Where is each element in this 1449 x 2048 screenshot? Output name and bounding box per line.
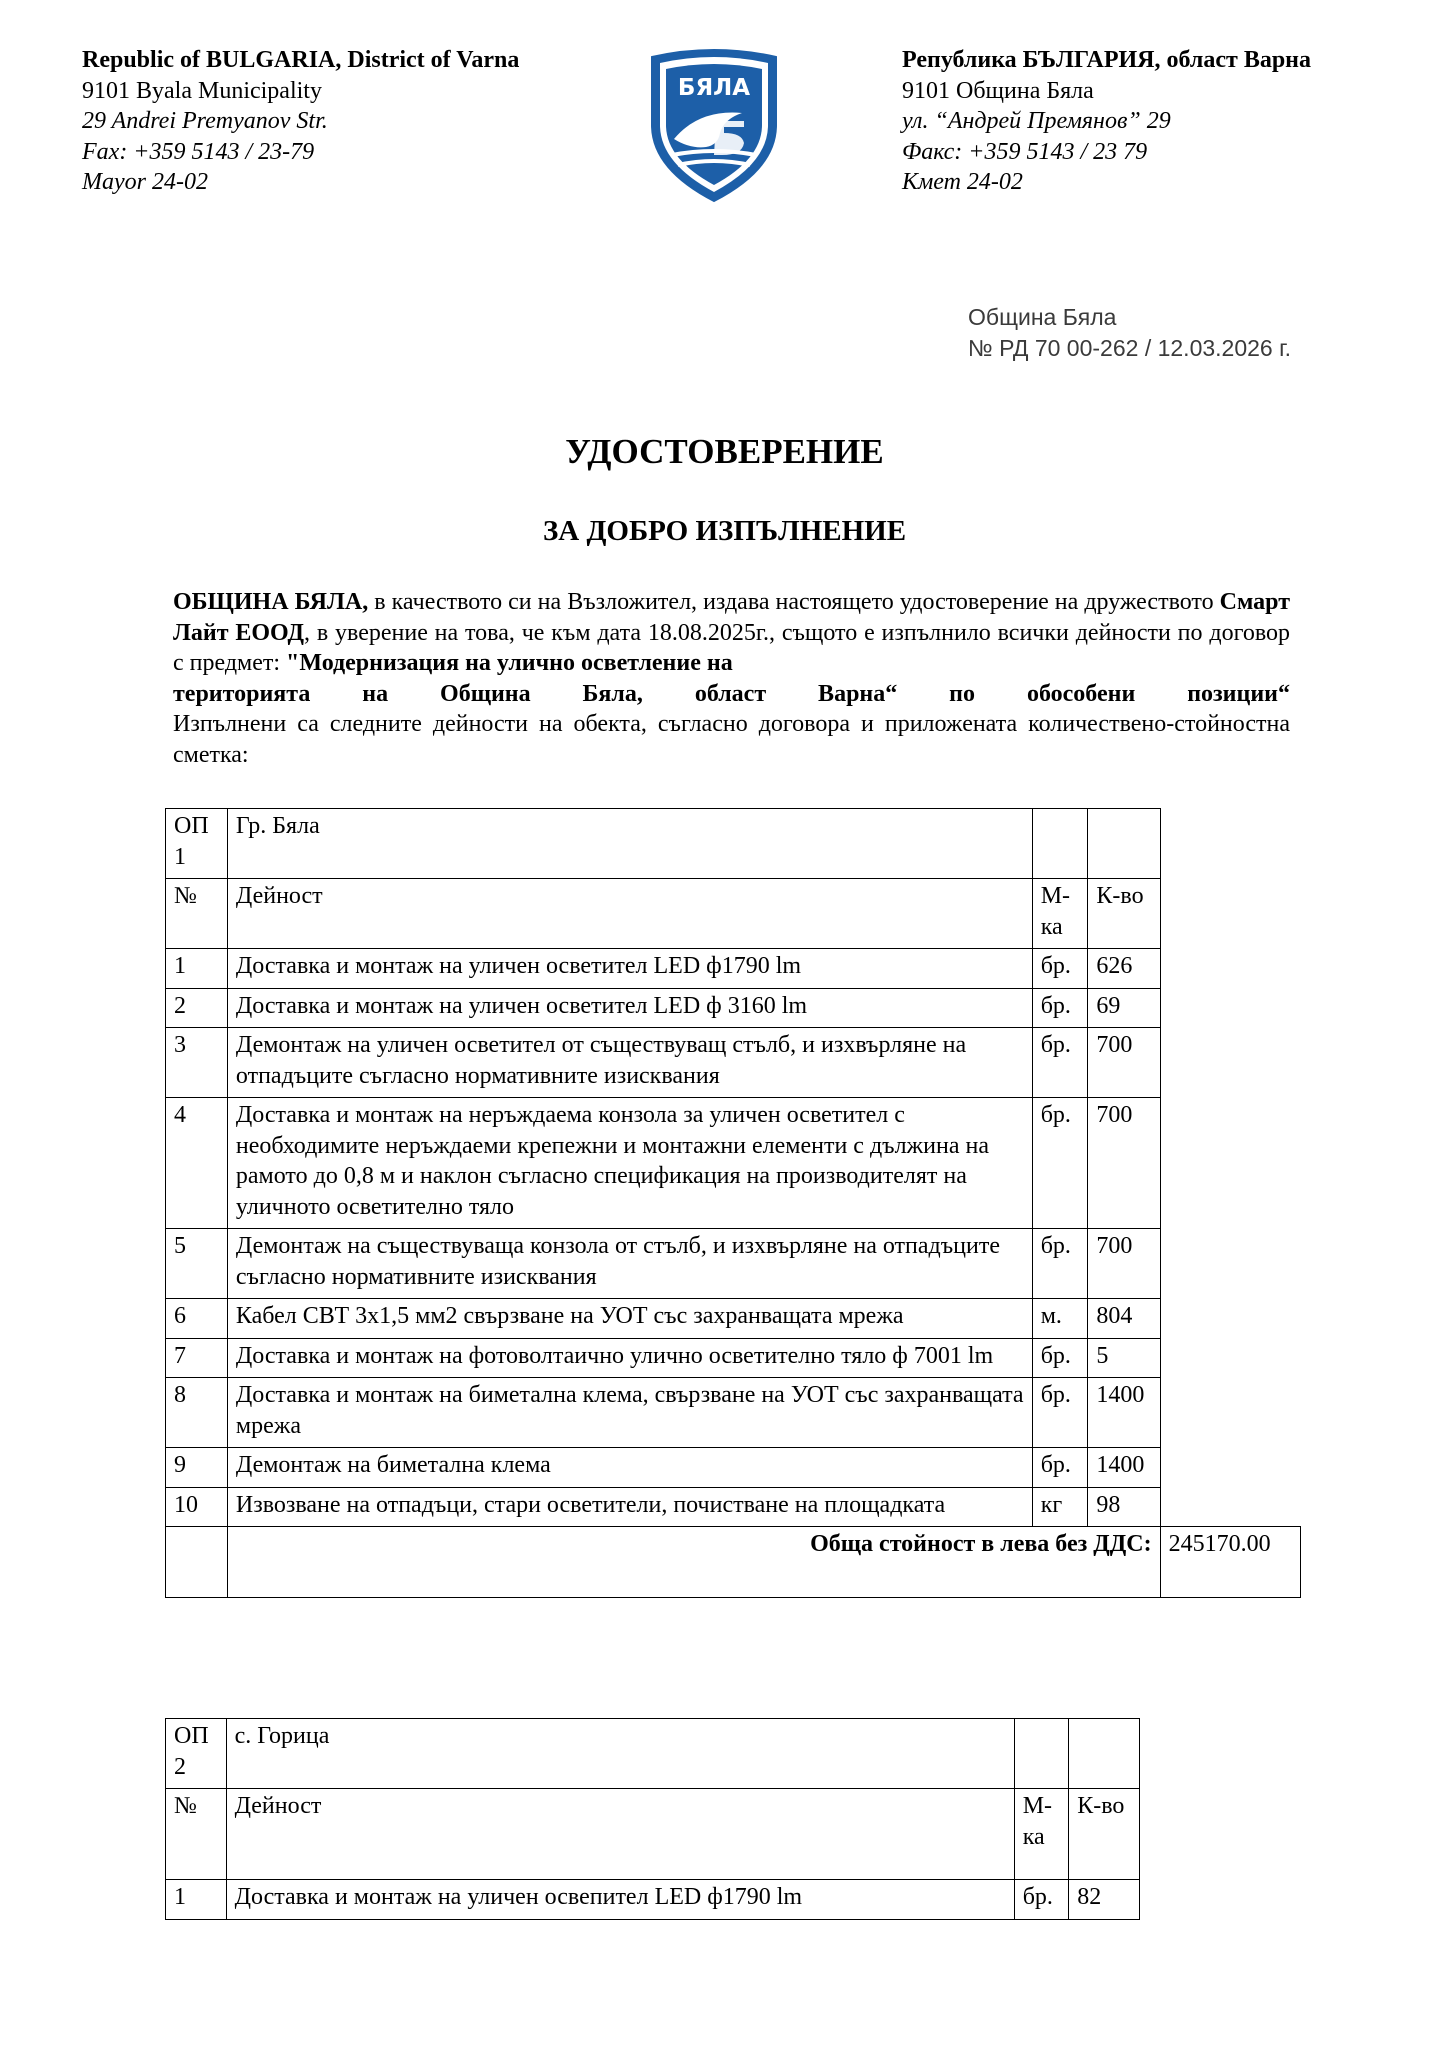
contract-subject-line1: "Модернизация на улично осветление на bbox=[286, 650, 733, 676]
table-row bbox=[166, 1880, 1140, 1920]
row-activity: Извозване на отпадъци, стари осветители, почистване на площадката bbox=[227, 1487, 1032, 1527]
fax-en: Fax: +359 5143 / 23-79 bbox=[82, 138, 315, 165]
row-unit: бр. bbox=[1032, 1098, 1088, 1229]
row-unit: бр. bbox=[1032, 1448, 1088, 1488]
total-row bbox=[166, 1527, 1301, 1598]
activities-table-lot-1 bbox=[165, 808, 1301, 1598]
table-row bbox=[166, 1448, 1301, 1488]
letterhead bbox=[82, 45, 1372, 215]
row-unit: бр. bbox=[1014, 1880, 1069, 1920]
header-no: № bbox=[166, 1789, 227, 1880]
municipality-en: 9101 Byala Municipality bbox=[82, 77, 322, 104]
intro-text-1: в качеството си на Възложител, издава настоящето удостоверение на дружеството bbox=[368, 589, 1220, 615]
address-bg: ул. “Андрей Премянов” 29 bbox=[902, 108, 1171, 134]
row-qty: 5 bbox=[1088, 1338, 1160, 1378]
letterhead-english bbox=[82, 45, 519, 198]
row-activity: Доставка и монтаж на неръждаема конзола за уличен осветител с необходимите неръждаеми крепежни и монтажни елементи с дължина на рамото до 0,8 м и наклон съгласно спецификация на производителят на уличното осветително тяло bbox=[227, 1098, 1032, 1229]
header-unit: М-ка bbox=[1032, 879, 1088, 949]
registration-number: № РД 70 00-262 / 12.03.2026 г. bbox=[968, 335, 1292, 361]
logo-text: БЯЛА bbox=[677, 75, 751, 101]
row-activity: Доставка и монтаж на фотоволтаично улично осветително тяло ф 7001 lm bbox=[227, 1338, 1032, 1378]
byala-coat-of-arms-logo bbox=[644, 47, 784, 205]
document-subtitle: ЗА ДОБРО ИЗПЪЛНЕНИЕ bbox=[542, 515, 907, 547]
row-no: 10 bbox=[166, 1487, 228, 1527]
row-qty: 700 bbox=[1088, 1229, 1160, 1299]
country-district-bg: Република БЪЛГАРИЯ, област Варна bbox=[902, 47, 1312, 73]
row-no: 2 bbox=[166, 988, 228, 1028]
header-activity: Дейност bbox=[226, 1789, 1014, 1880]
lot-location: Гр. Бяла bbox=[227, 809, 1032, 879]
header-unit: М-ка bbox=[1014, 1789, 1069, 1880]
total-value: 245170.00 bbox=[1160, 1527, 1300, 1598]
row-no: 9 bbox=[166, 1448, 228, 1488]
row-unit: бр. bbox=[1032, 1028, 1088, 1098]
contract-subject-line2: територията на Община Бяла, област Варна“ по обособени позиции“ bbox=[173, 680, 1290, 707]
fax-bg: Факс: +359 5143 / 23 79 bbox=[902, 138, 1148, 165]
row-activity: Демонтаж на съществуваща конзола от стълб, и изхвърляне на отпадъците съгласно нормативните изисквания bbox=[227, 1229, 1032, 1299]
row-unit: бр. bbox=[1032, 1338, 1088, 1378]
row-no: 5 bbox=[166, 1229, 228, 1299]
table-row bbox=[166, 1098, 1301, 1229]
table-row bbox=[166, 1378, 1301, 1448]
row-no: 3 bbox=[166, 1028, 228, 1098]
table-row bbox=[166, 1719, 1140, 1789]
row-qty: 700 bbox=[1088, 1028, 1160, 1098]
row-qty: 69 bbox=[1088, 988, 1160, 1028]
row-unit: кг bbox=[1032, 1487, 1088, 1527]
row-unit: м. bbox=[1032, 1299, 1088, 1339]
lot-location: с. Горица bbox=[226, 1719, 1014, 1789]
row-activity: Доставка и монтаж на уличен освепител LED ф1790 lm bbox=[226, 1880, 1014, 1920]
registration-stamp bbox=[968, 302, 1291, 364]
table-row bbox=[166, 1229, 1301, 1299]
table-row bbox=[166, 1338, 1301, 1378]
activities-table-lot-2 bbox=[165, 1718, 1140, 1920]
header-qty: К-во bbox=[1088, 879, 1160, 949]
row-activity: Демонтаж на биметална клема bbox=[227, 1448, 1032, 1488]
row-qty: 700 bbox=[1088, 1098, 1160, 1229]
table-row bbox=[166, 1299, 1301, 1339]
row-qty: 804 bbox=[1088, 1299, 1160, 1339]
header-qty: К-во bbox=[1069, 1789, 1140, 1880]
registration-office: Община Бяла bbox=[968, 304, 1117, 330]
row-unit: бр. bbox=[1032, 1229, 1088, 1299]
row-unit: бр. bbox=[1032, 949, 1088, 989]
row-no: 6 bbox=[166, 1299, 228, 1339]
document-title: УДОСТОВЕРЕНИЕ bbox=[565, 432, 884, 471]
row-no: 7 bbox=[166, 1338, 228, 1378]
row-no: 1 bbox=[166, 1880, 227, 1920]
row-qty: 1400 bbox=[1088, 1448, 1160, 1488]
mayor-phone-en: Mayor 24-02 bbox=[82, 169, 208, 195]
letterhead-bulgarian bbox=[902, 45, 1311, 198]
row-activity: Доставка и монтаж на биметална клема, свързване на УОТ със захранващата мрежа bbox=[227, 1378, 1032, 1448]
row-unit: бр. bbox=[1032, 1378, 1088, 1448]
header-activity: Дейност bbox=[227, 879, 1032, 949]
company-name: Смарт Лайт ЕООД bbox=[173, 589, 1290, 646]
row-qty: 82 bbox=[1069, 1880, 1140, 1920]
issuer-name: ОБЩИНА БЯЛА, bbox=[173, 589, 369, 615]
row-activity: Доставка и монтаж на уличен осветител LED ф 3160 lm bbox=[227, 988, 1032, 1028]
table-row bbox=[166, 809, 1301, 879]
row-qty: 626 bbox=[1088, 949, 1160, 989]
row-no: 4 bbox=[166, 1098, 228, 1229]
lot-number: ОП 1 bbox=[166, 809, 228, 879]
row-qty: 98 bbox=[1088, 1487, 1160, 1527]
table-row bbox=[166, 988, 1301, 1028]
address-en: 29 Andrei Premyanov Str. bbox=[82, 108, 328, 134]
country-district-en: Republic of BULGARIA, District of Varna bbox=[82, 47, 520, 73]
intro-text-3: Изпълнени са следните дейности на обекта, съгласно договора и приложената количествено-стойностна сметка: bbox=[173, 711, 1290, 768]
row-activity: Доставка и монтаж на уличен осветител LED ф1790 lm bbox=[227, 949, 1032, 989]
table-row bbox=[166, 1487, 1301, 1527]
row-activity: Демонтаж на уличен осветител от съществуващ стълб, и изхвърляне на отпадъците съгласно нормативните изисквания bbox=[227, 1028, 1032, 1098]
lot-number: ОП 2 bbox=[166, 1719, 227, 1789]
table-header-row bbox=[166, 1789, 1140, 1880]
municipality-bg: 9101 Община Бяла bbox=[902, 77, 1094, 104]
header-no: № bbox=[166, 879, 228, 949]
row-activity: Кабел СВТ 3х1,5 мм2 свързване на УОТ със захранващата мрежа bbox=[227, 1299, 1032, 1339]
table-header-row bbox=[166, 879, 1301, 949]
intro-paragraph bbox=[173, 587, 1290, 770]
mayor-phone-bg: Кмет 24-02 bbox=[902, 169, 1023, 195]
row-qty: 1400 bbox=[1088, 1378, 1160, 1448]
table-row bbox=[166, 949, 1301, 989]
row-no: 8 bbox=[166, 1378, 228, 1448]
total-label: Обща стойност в лева без ДДС: bbox=[227, 1527, 1160, 1598]
row-no: 1 bbox=[166, 949, 228, 989]
intro-text-2: , в уверение на това, че към дата 18.08.2025г., същото е изпълнило всички дейности по договор с предмет: bbox=[173, 619, 1290, 676]
table-row bbox=[166, 1028, 1301, 1098]
row-unit: бр. bbox=[1032, 988, 1088, 1028]
